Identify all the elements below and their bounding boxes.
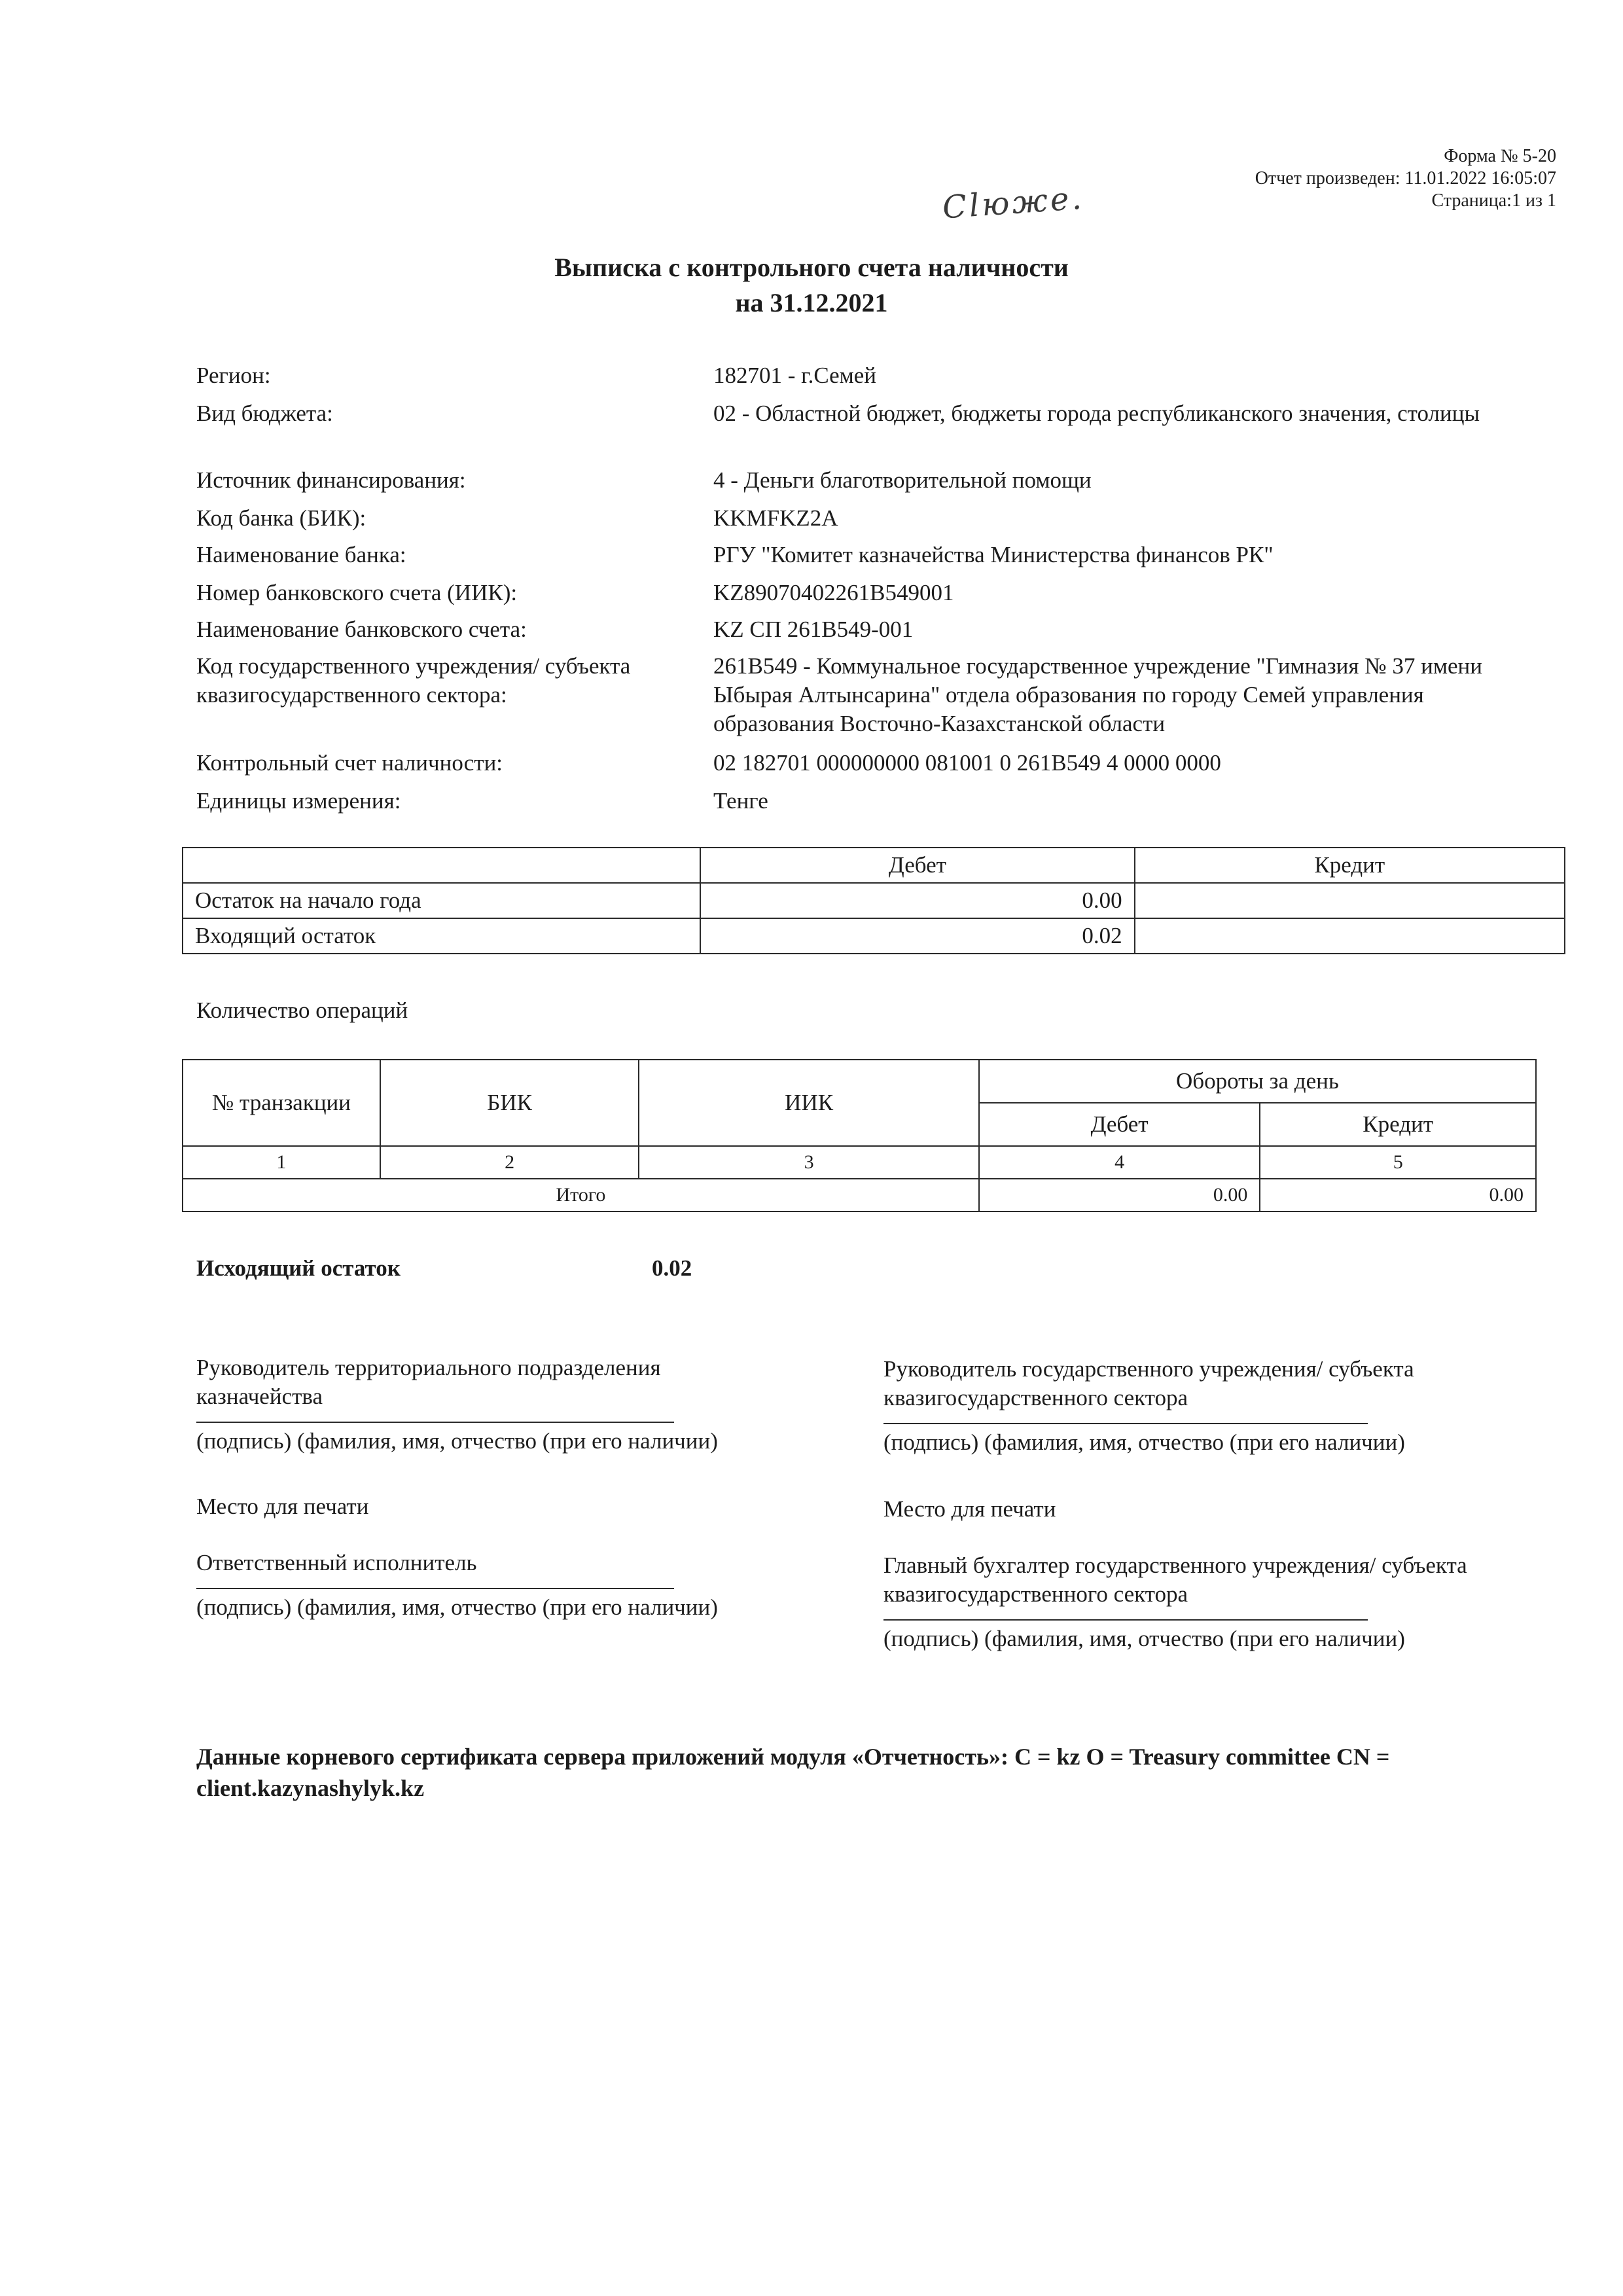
table-row xyxy=(183,883,1565,918)
certificate-info: Данные корневого сертификата сервера приложений модуля «Отчетность»: C = kz O = Treasury committee CN = client.kazynashylyk.kz xyxy=(196,1744,1390,1801)
info-value: 02 - Областной бюджет, бюджеты города республиканского значения, столицы xyxy=(713,401,1480,426)
header-cell-empty xyxy=(183,848,700,883)
signature-line xyxy=(883,1423,1368,1424)
signature-hint: (подпись) (фамилия, имя, отчество (при его наличии) xyxy=(883,1429,1405,1455)
signature-title: Главный бухгалтер государственного учреждения/ субъекта квазигосударственного сектора xyxy=(883,1552,1467,1607)
table-header-row xyxy=(183,848,1565,883)
col-number: 1 xyxy=(183,1146,380,1179)
info-value: 4 - Деньги благотворительной помощи xyxy=(713,467,1092,493)
header-transaction: № транзакции xyxy=(183,1060,380,1146)
signature-treasury-head xyxy=(196,1354,785,1456)
signature-line xyxy=(196,1422,674,1423)
info-value: 261B549 - Коммунальное государственное учреждение "Гимназия № 37 имени Ыбырая Алтынсарина" отдела образования по городу Семей управления образования Восточно-Казахстанской области xyxy=(713,653,1483,736)
page-number: Страница:1 из 1 xyxy=(1431,190,1556,211)
info-value: KZ СП 261B549-001 xyxy=(713,617,914,642)
form-number: Форма № 5-20 xyxy=(1444,146,1556,166)
signature-hint: (подпись) (фамилия, имя, отчество (при его наличии) xyxy=(196,1428,718,1454)
col-number: 5 xyxy=(1260,1146,1536,1179)
signature-executor xyxy=(196,1549,785,1622)
col-number: 2 xyxy=(380,1146,639,1179)
info-value: 02 182701 000000000 081001 0 261B549 4 0000 0000 xyxy=(713,750,1221,776)
col-number: 4 xyxy=(979,1146,1260,1179)
form-header xyxy=(1255,145,1556,212)
header-debit: Дебет xyxy=(979,1103,1260,1146)
header-cell-credit: Кредит xyxy=(1135,848,1565,883)
title-date: на 31.12.2021 xyxy=(735,288,888,317)
stamp-place-right: Место для печати xyxy=(883,1496,1056,1522)
table-row-numbers xyxy=(183,1146,1536,1179)
info-label: Вид бюджета: xyxy=(196,401,333,426)
header-bik: БИК xyxy=(380,1060,639,1146)
row-label: Входящий остаток xyxy=(183,918,700,954)
info-label: Источник финансирования: xyxy=(196,467,466,493)
info-value: Тенге xyxy=(713,788,768,814)
signature-chief-accountant xyxy=(883,1551,1538,1653)
table-row-total xyxy=(183,1179,1536,1211)
info-label: Код банка (БИК): xyxy=(196,505,366,531)
info-value: KKMFKZ2A xyxy=(713,505,838,531)
signature-line xyxy=(196,1588,674,1589)
report-generated: Отчет произведен: 11.01.2022 16:05:07 xyxy=(1255,168,1556,188)
header-cell-debit: Дебет xyxy=(700,848,1134,883)
header-credit: Кредит xyxy=(1260,1103,1536,1146)
signature-title: Ответственный исполнитель xyxy=(196,1550,477,1575)
total-debit: 0.00 xyxy=(979,1179,1260,1211)
info-label: Единицы измерения: xyxy=(196,788,401,814)
row-credit xyxy=(1135,883,1565,918)
col-number: 3 xyxy=(639,1146,978,1179)
info-label: Регион: xyxy=(196,363,271,388)
table-header-row xyxy=(183,1060,1536,1103)
header-turnover: Обороты за день xyxy=(979,1060,1536,1103)
row-debit: 0.02 xyxy=(700,918,1134,954)
info-label: Наименование банковского счета: xyxy=(196,617,527,642)
signature-title: Руководитель территориального подразделения казначейства xyxy=(196,1355,661,1409)
operations-count-label: Количество операций xyxy=(196,997,408,1023)
stamp-place-left: Место для печати xyxy=(196,1494,369,1519)
title-line-1: Выписка с контрольного счета наличности xyxy=(554,253,1069,282)
signature-hint: (подпись) (фамилия, имя, отчество (при его наличии) xyxy=(196,1594,718,1620)
info-value: 182701 - г.Семей xyxy=(713,363,877,388)
table-row xyxy=(183,918,1565,954)
document-title xyxy=(0,250,1623,321)
info-label: Номер банковского счета (ИИК): xyxy=(196,580,518,605)
info-label: Наименование банка: xyxy=(196,542,406,567)
signature-title: Руководитель государственного учреждения/ субъекта квазигосударственного сектора xyxy=(883,1356,1414,1410)
signature-hint: (подпись) (фамилия, имя, отчество (при его наличии) xyxy=(883,1626,1405,1651)
signature-line xyxy=(883,1619,1368,1621)
header-iik: ИИК xyxy=(639,1060,978,1146)
closing-balance-label: Исходящий остаток xyxy=(196,1255,401,1281)
balance-table xyxy=(182,847,1565,954)
handwritten-note: Сlюже. xyxy=(941,179,1086,226)
info-label: Код государственного учреждения/ субъекта квазигосударственного сектора: xyxy=(196,653,631,708)
row-debit: 0.00 xyxy=(700,883,1134,918)
signature-institution-head xyxy=(883,1355,1538,1457)
info-value: РГУ "Комитет казначейства Министерства финансов РК" xyxy=(713,542,1274,567)
closing-balance-value: 0.02 xyxy=(652,1255,692,1281)
row-label: Остаток на начало года xyxy=(183,883,700,918)
info-label: Контрольный счет наличности: xyxy=(196,750,503,776)
total-label: Итого xyxy=(183,1179,979,1211)
info-value: KZ89070402261B549001 xyxy=(713,580,954,605)
row-credit xyxy=(1135,918,1565,954)
total-credit: 0.00 xyxy=(1260,1179,1536,1211)
operations-table xyxy=(182,1059,1537,1212)
